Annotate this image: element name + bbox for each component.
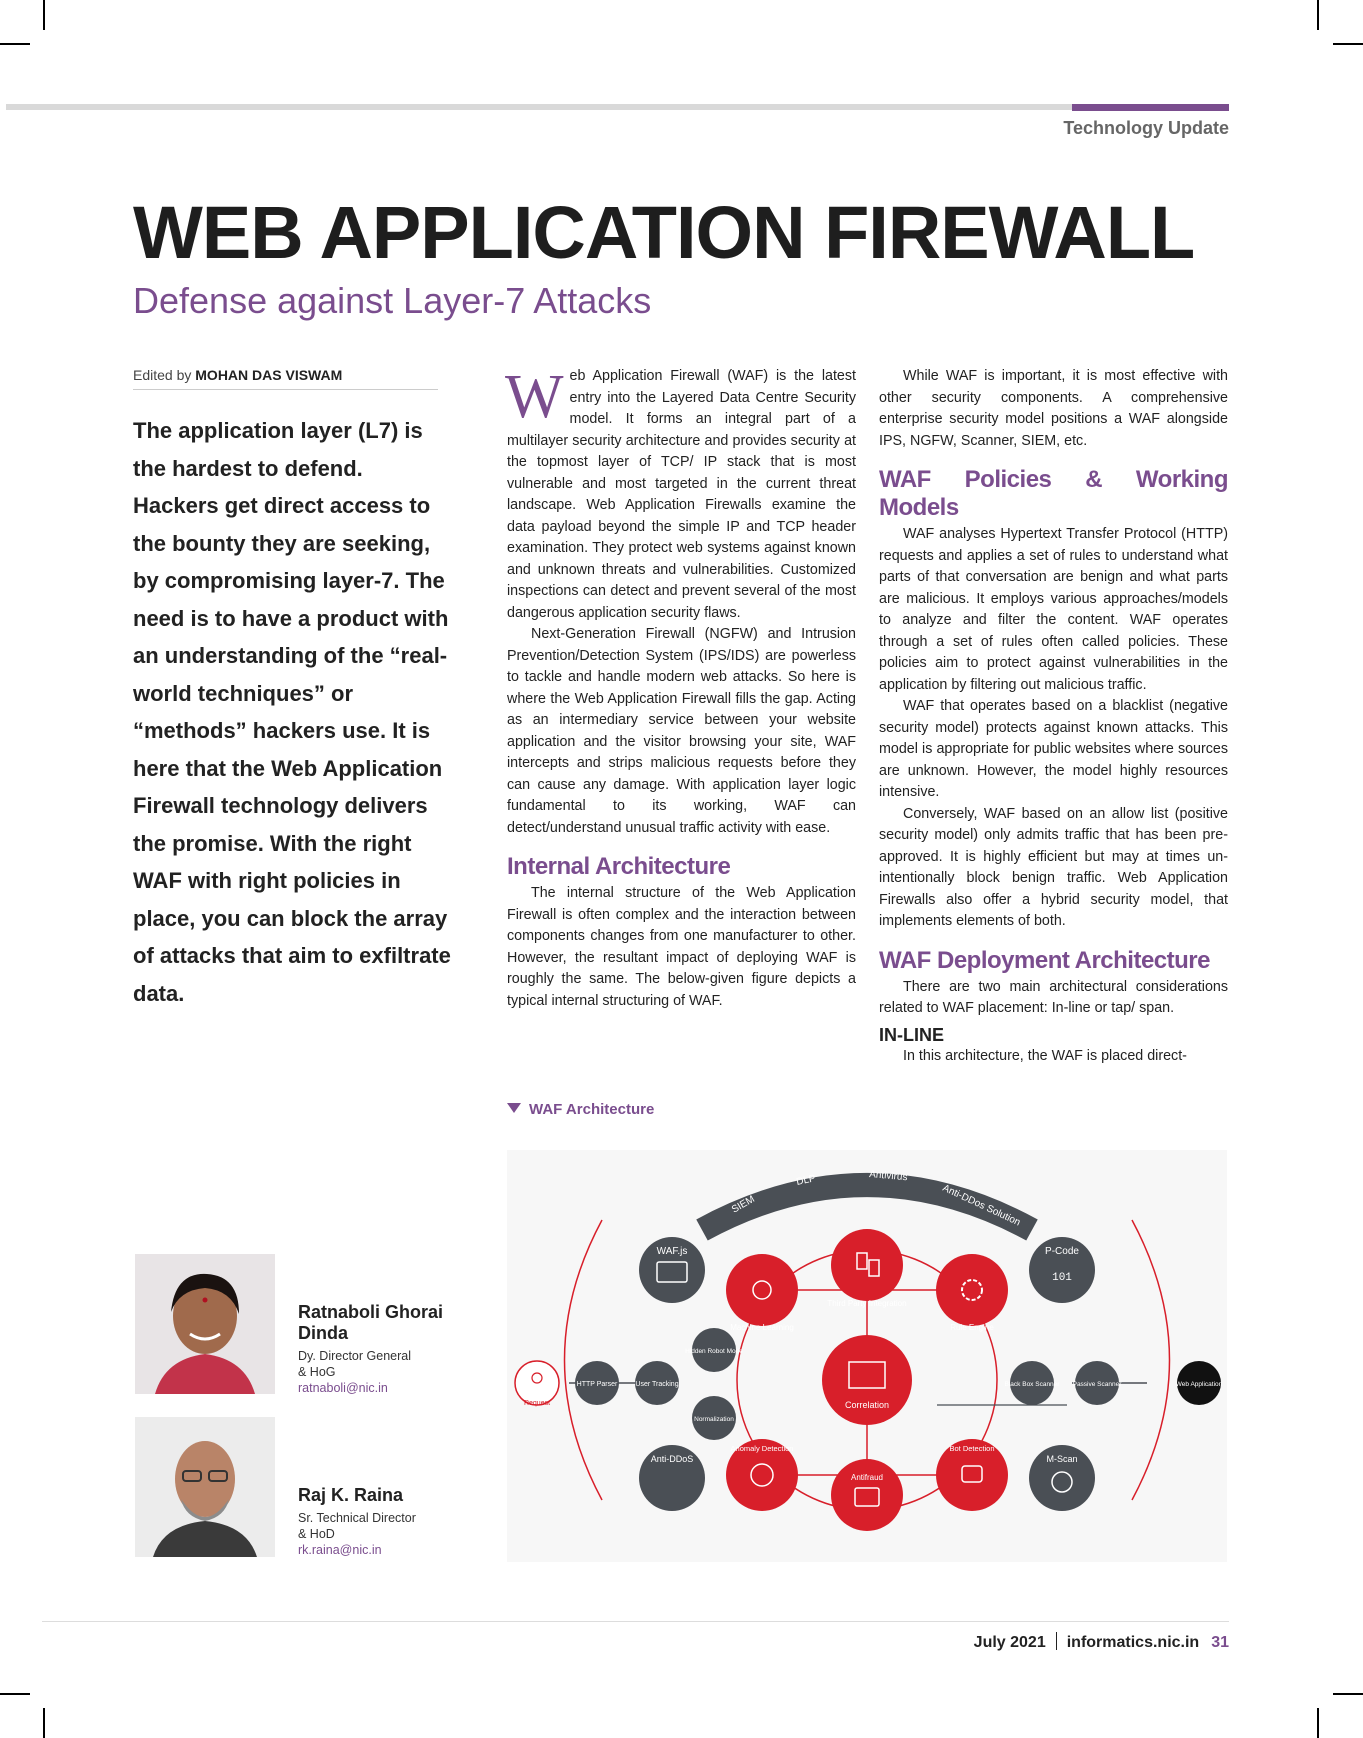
node-wafjs: [639, 1237, 705, 1303]
crop-mark: [1317, 0, 1319, 30]
author-name: Raj K. Raina: [298, 1485, 404, 1505]
paragraph-text: eb Application Firewall (WAF) is the latest entry into the Layered Data Centre Security model. It forms an integral part of a multilayer security architecture and provides security at the topmost layer of TCP/ IP stack that is most vulnerable and most targeted in the current threat landscape. Web Application Firewalls examine the data payload beyond the simple IP and TCP header examination. They protect web systems against known and unknown threats and vulnerabilities. Customized inspections can detect and prevent several of the most dangerous application security flaws.: [507, 368, 856, 621]
node-web-application: [1176, 1361, 1223, 1405]
author-name: Ratnaboli Ghorai Dinda: [298, 1302, 444, 1343]
author-portrait-icon: [135, 1417, 275, 1557]
node-correlation: [822, 1335, 912, 1425]
node-hidden-robot-mode: [685, 1328, 743, 1372]
author-photo: [135, 1254, 275, 1394]
node-label: WAF.js: [656, 1246, 688, 1257]
author-portrait-icon: [135, 1254, 275, 1394]
footer-divider: [1056, 1632, 1057, 1650]
paragraph: While WAF is important, it is most effective with other security components. A comprehensive enterprise security model positions a WAF alongside IPS, NGFW, Scanner, SIEM, etc.: [879, 368, 1228, 449]
arc-label-anti-ddos-solution: Anti-DDos Solution: [940, 1182, 1022, 1229]
crop-mark: [1333, 43, 1363, 45]
crop-mark: [1333, 1693, 1363, 1695]
node-normalization: [692, 1396, 736, 1440]
paragraph: The internal structure of the Web Application Firewall is often complex and the interaction between components changes from one manufacturer to other. However, the resultant impact of deploying WAF is roughly the same. The below-given figure depicts a typical internal structuring of WAF.: [507, 885, 856, 1009]
node-label: Bot Detection: [949, 1444, 995, 1453]
author-card: [135, 1254, 475, 1396]
paragraph: In this architecture, the WAF is placed direct-: [903, 1047, 1187, 1064]
paragraph: Conversely, WAF based on an allow list (positive security model) only admits traffic that has been pre-approved. It is highly efficient but may at times un-intentionally block benign traffic. Web Application Firewalls also offer a hybrid security model, that implements elements of both.: [879, 805, 1228, 929]
node-passive-scanner: [1073, 1361, 1123, 1405]
figure-caption-text: WAF Architecture: [529, 1101, 655, 1118]
caret-down-icon: [507, 1103, 521, 1113]
crop-mark: [1317, 1708, 1319, 1738]
drop-cap: W: [505, 363, 564, 431]
page-number: 31: [1211, 1634, 1229, 1651]
article-title: WEB APPLICATION FIREWALL: [133, 191, 1195, 274]
footer-rule: [42, 1621, 1229, 1622]
waf-architecture-svg: [507, 1150, 1227, 1562]
arc-label-siem: SIEM: [730, 1193, 757, 1216]
node-anomaly-detection: [726, 1439, 798, 1511]
page-footer: [974, 1632, 1229, 1652]
heading-waf-deployment: WAF Deployment Architecture: [879, 946, 1210, 974]
node-label: Request: [523, 1400, 551, 1407]
node-rule-engine: [936, 1254, 1008, 1332]
node-third-party-integration: [827, 1229, 906, 1308]
crop-mark: [0, 1693, 30, 1695]
author-role: Dy. Director General: [298, 1349, 411, 1363]
article-subtitle: Defense against Layer-7 Attacks: [133, 280, 652, 321]
node-anti-ddos: [639, 1445, 705, 1511]
node-m-scan: [1029, 1445, 1095, 1511]
header-accent-rule: [1072, 104, 1229, 111]
arc-label-dlp: DLP: [795, 1173, 817, 1188]
arc-label-antivirus: Antivirus: [868, 1169, 908, 1184]
node-label: Web Application: [1175, 1381, 1223, 1388]
node-label: HTTP Parser: [576, 1381, 618, 1388]
node-http-parser: [575, 1361, 619, 1405]
paragraph: Next-Generation Firewall (NGFW) and Intrusion Prevention/Detection System (IPS/IDS) are powerless to tackle and handle modern web attacks. So here is where the Web Application Firewall fills the gap. Acting as an intermediary service between your website application and the visitor browsing your site, WAF intercepts and strips malicious requests before they can cause any damage. With application layer logic fundamental to its working, WAF can detect/understand unusual traffic activity with ease.: [507, 626, 856, 836]
author-email[interactable]: rk.raina@nic.in: [298, 1543, 382, 1557]
author-role: & HoD: [298, 1527, 335, 1541]
node-label: Machine Learning: [730, 1323, 794, 1332]
author-role: & HoG: [298, 1365, 336, 1379]
crop-mark: [43, 1708, 45, 1738]
editor-credit: [133, 367, 438, 390]
node-label: Black Box Scanner: [1004, 1381, 1060, 1388]
section-tag: Technology Update: [1063, 118, 1229, 138]
author-photo: [135, 1417, 275, 1557]
crop-mark: [43, 0, 45, 30]
binary-icon: 101: [1052, 1272, 1072, 1284]
author-role: Sr. Technical Director: [298, 1511, 416, 1525]
outer-arc-right: [1132, 1220, 1170, 1500]
heading-in-line: IN-LINE: [879, 1024, 944, 1045]
site-url[interactable]: informatics.nic.in: [1066, 1634, 1200, 1651]
crop-mark: [0, 43, 30, 45]
node-label: Rule Engine: [950, 1323, 994, 1332]
edited-prefix: Edited by: [133, 367, 192, 383]
node-label: Third Party Integration: [827, 1299, 907, 1308]
figure-caption: [507, 1101, 654, 1118]
text-column-1: [505, 363, 856, 1012]
node-request: [515, 1361, 559, 1407]
node-label: Antifraud: [850, 1473, 884, 1482]
editor-name: MOHAN DAS VISWAM: [195, 367, 343, 383]
node-machine-learning: [726, 1254, 798, 1332]
node-bot-detection: [936, 1439, 1008, 1511]
node-label: Correlation: [844, 1400, 890, 1410]
issue-date: July 2021: [973, 1634, 1046, 1651]
node-black-box-scanner: [1005, 1361, 1061, 1405]
paragraph: [505, 363, 856, 624]
waf-architecture-diagram: [507, 1150, 1227, 1562]
paragraph: WAF analyses Hypertext Transfer Protocol (HTTP) requests and applies a set of rules to understand what parts of that conversation are benign and what parts are malicious. It employs various approaches/models to analyze and filter the content. WAF operates through a set of rules often called policies. These policies aim to protect against vulnerabilities in the application by filtering out malicious traffic.: [879, 526, 1228, 693]
node-p-code: [1029, 1237, 1095, 1303]
node-label: User Tracking: [635, 1381, 679, 1388]
author-info: [298, 1302, 448, 1396]
heading-waf-policies: WAF Policies & Working Models: [879, 466, 1228, 521]
header-rule: [6, 104, 1072, 110]
node-antifraud: [831, 1459, 903, 1531]
paragraph: WAF that operates based on a blacklist (negative security model) protects against known attacks. This model is appropriate for public websites where sources are unknown. However, the model highly resources intensive.: [879, 698, 1228, 800]
node-label: Hidden Robot Mode: [685, 1348, 743, 1355]
heading-internal-architecture: Internal Architecture: [507, 853, 731, 880]
paragraph: There are two main architectural considerations related to WAF placement: In-line or tap/ span.: [879, 978, 1228, 1016]
author-info: [298, 1485, 448, 1558]
node-label: Anti-DDoS: [650, 1454, 694, 1464]
node-label: Anomaly Detection: [730, 1444, 794, 1453]
author-email[interactable]: ratnaboli@nic.in: [298, 1381, 388, 1395]
node-label: P-Code: [1045, 1246, 1079, 1257]
pull-quote: The application layer (L7) is the hardest to defend. Hackers get direct access to the bounty they are seeking, by compromising layer-7. The need is to have a product with an understanding of the “real-world techniques” or “methods” hackers use. It is here that the Web Application Firewall technology delivers the promise. With the right WAF with right policies in place, you can block the array of attacks that aim to exfiltrate data.: [133, 418, 451, 1006]
node-label: Passive Scanner: [1072, 1381, 1122, 1388]
text-column-2: [879, 366, 1228, 1067]
node-label: M-Scan: [1046, 1454, 1078, 1464]
outer-arc-left: [565, 1220, 603, 1500]
node-label: Normalization: [694, 1416, 734, 1423]
author-card: [135, 1417, 475, 1559]
node-user-tracking: [635, 1361, 679, 1405]
